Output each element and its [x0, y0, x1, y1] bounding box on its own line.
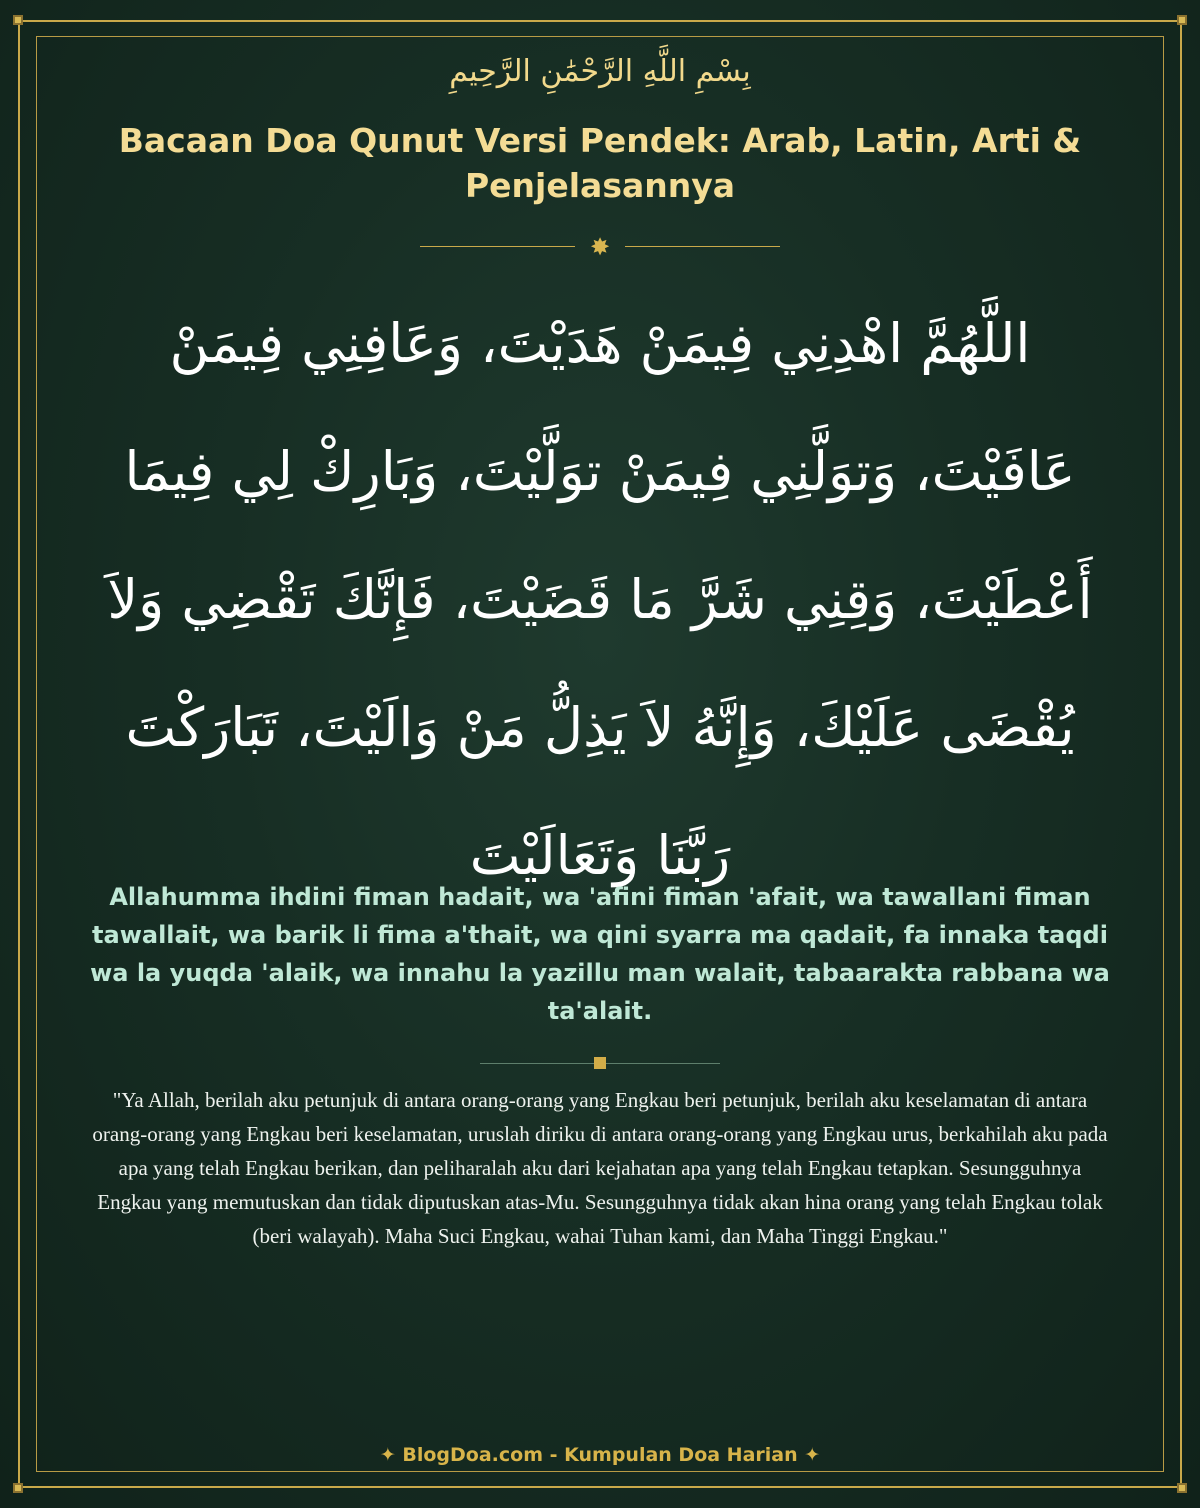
corner-ornament-bottom-right [1177, 1483, 1187, 1493]
page-title: Bacaan Doa Qunut Versi Pendek: Arab, Latin, Arti & Penjelasannya [118, 121, 1082, 205]
diamond-ornament-icon [594, 1057, 606, 1069]
ornamental-divider [420, 233, 780, 261]
corner-ornament-top-left [13, 15, 23, 25]
basmala-heading: بِسْمِ اللَّهِ الرَّحْمَٰنِ الرَّحِيمِ [449, 54, 751, 89]
divider-line-right [625, 246, 780, 247]
latin-transliteration: Allahumma ihdini fiman hadait, wa 'afini fiman 'afait, wa tawallani fiman tawallait, wa barik li fima a'thait, wa qini syarra ma qadait, fa innaka taqdi wa la yuqda 'alaik, wa innahu la yazillu man walait, tabaarakta rabbana wa ta'alait. [90, 883, 1110, 1025]
indonesian-translation: "Ya Allah, berilah aku petunjuk di antara orang-orang yang Engkau beri petunjuk, berilah aku keselamatan di antara orang-orang yang Engkau beri keselamatan, uruslah diriku di antara orang-orang yang Engkau urus, berkahilah aku pada apa yang telah Engkau berikan, dan peliharalah aku dari kejahatan apa yang telah Engkau tetapkan. Sesungguhnya Engkau yang memutuskan dan tidak diputuskan atas-Mu. Sesungguhnya tidak akan hina orang yang telah Engkau tolak (beri walayah). Maha Suci Engkau, wahai Tuhan kami, dan Maha Tinggi Engkau." [92, 1088, 1108, 1248]
divider-line-left [420, 246, 575, 247]
footer-text: ✦ BlogDoa.com - Kumpulan Doa Harian ✦ [379, 1444, 821, 1466]
star-ornament-icon: ✸ [589, 233, 611, 261]
small-divider [480, 1055, 720, 1073]
corner-ornament-bottom-left [13, 1483, 23, 1493]
corner-ornament-top-right [1177, 15, 1187, 25]
arabic-prayer-text: اللَّهُمَّ اهْدِنِي فِيمَنْ هَدَيْتَ، وَعَافِنِي فِيمَنْ عَافَيْتَ، وَتوَلَّنِي فِيمَنْ توَلَّيْتَ، وَبَارِكْ لِي فِيمَا أَعْطَيْتَ، وَقِنِي شَرَّ مَا قَضَيْتَ، فَإِنَّكَ تَقْضِي وَلاَ يُقْضَى عَلَيْكَ، وَإِنَّهُ لاَ يَذِلُّ مَنْ وَالَيْتَ، تَبَارَكْتَ رَبَّنَا وَتَعَالَيْتَ [107, 312, 1093, 887]
footer-credit [0, 1440, 1200, 1470]
